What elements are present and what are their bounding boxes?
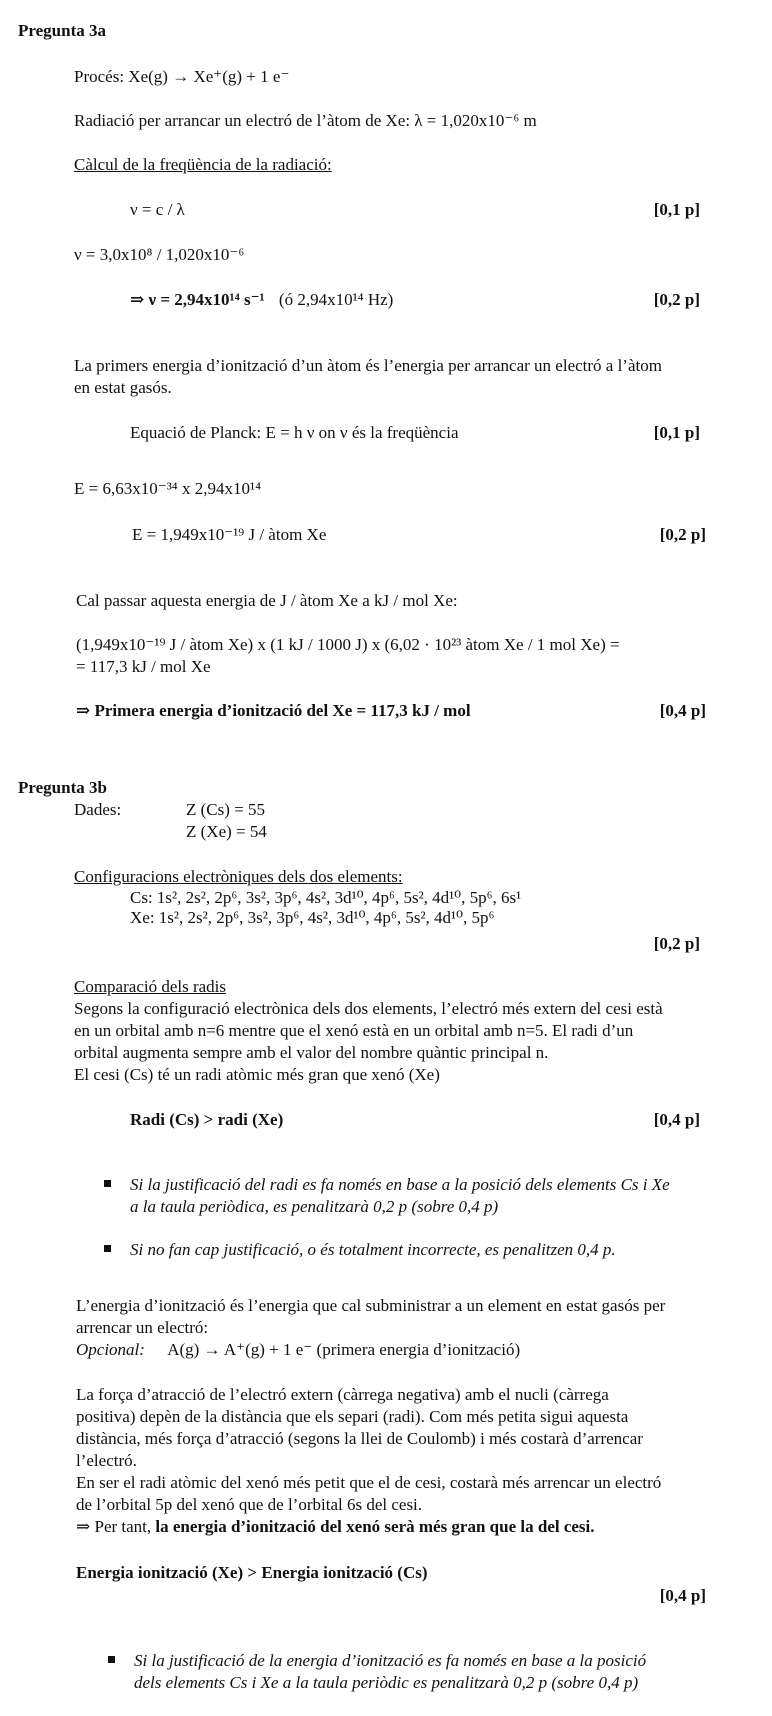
bullet-icon [104, 1245, 111, 1252]
data-label: Dades: [74, 800, 122, 819]
attraction-force-line: l’electró. [76, 1451, 137, 1470]
radiation-statement: Radiació per arrancar un electró de l’àtom de Xe: λ = 1,020x10⁻⁶ m [74, 111, 537, 130]
first-ionization-result: ⇒ Primera energia d’ionització del Xe = 117,3 kJ / mol [76, 701, 471, 720]
ionization-energy-line: arrencar un electró: [76, 1318, 209, 1337]
score-label: [0,1 p] [653, 200, 700, 219]
score-label: [0,2 p] [653, 934, 700, 953]
question-3b-title: Pregunta 3b [18, 778, 107, 797]
frequency-heading: Càlcul de la freqüència de la radiació: [74, 155, 332, 174]
score-label: [0,4 p] [659, 1586, 706, 1605]
energy-calculation: E = 6,63x10⁻³⁴ x 2,94x10¹⁴ [74, 479, 261, 498]
configuration-xe: Xe: 1s², 2s², 2p⁶, 3s², 3p⁶, 4s², 3d¹⁰, 4p⁶, 5s², 4d¹⁰, 5p⁶ [130, 908, 495, 927]
attraction-force-line: La força d’atracció de l’electró extern (càrrega negativa) amb el nucli (càrrega [76, 1385, 609, 1404]
penalty-note-line: Si no fan cap justificació, o és totalment incorrecte, es penalitzen 0,4 p. [130, 1240, 616, 1259]
attraction-force-line: distància, més força d’atracció (segons la llei de Coulomb) i més costarà d’arrencar [76, 1429, 643, 1448]
conversion-line: = 117,3 kJ / mol Xe [76, 657, 211, 676]
score-label: [0,4 p] [653, 1110, 700, 1129]
question-3a-title: Pregunta 3a [18, 21, 106, 40]
attraction-force-line: positiva) depèn de la distància que els separi (radi). Com més petita sigui aquesta [76, 1407, 629, 1426]
ionization-energy-line: L’energia d’ionització és l’energia que cal subministrar a un element en estat gasós per [76, 1296, 666, 1315]
penalty-note-line: Si la justificació de la energia d’ionització es fa només en base a la posició [134, 1651, 647, 1670]
configurations-heading: Configuracions electròniques dels dos elements: [74, 867, 403, 886]
ionization-conclusion: Energia ionització (Xe) > Energia ionització (Cs) [76, 1563, 428, 1582]
frequency-result [130, 289, 393, 310]
radius-conclusion: Radi (Cs) > radi (Xe) [130, 1110, 284, 1129]
frequency-result-value: ⇒ ν = 2,94x10¹⁴ s⁻¹ [130, 290, 265, 309]
penalty-note-line: Si la justificació del radi es fa només en base a la posició dels elements Cs i Xe [130, 1175, 670, 1194]
optional-equation-text: A(g) → A⁺(g) + 1 e⁻ (primera energia d’ionització) [167, 1340, 521, 1359]
score-label: [0,4 p] [659, 701, 706, 720]
frequency-calculation: ν = 3,0x10⁸ / 1,020x10⁻⁶ [74, 245, 245, 264]
radius-comparison-line: El cesi (Cs) té un radi atòmic més gran que xenó (Xe) [74, 1065, 440, 1084]
frequency-result-hz: (ó 2,94x10¹⁴ Hz) [278, 290, 394, 309]
ionization-definition-line: La primers energia d’ionització d’un àtom és l’energia per arrancar un electró a l’àtom [74, 356, 662, 375]
score-label: [0,2 p] [653, 290, 700, 309]
therefore-statement [76, 1516, 595, 1537]
therefore-prefix: ⇒ Per tant, [76, 1517, 156, 1536]
bullet-icon [104, 1180, 111, 1187]
optional-label: Opcional: [76, 1340, 145, 1359]
score-label: [0,1 p] [653, 423, 700, 442]
ionization-definition-line: en estat gasós. [74, 378, 172, 397]
radius-comparison-heading: Comparació dels radis [74, 977, 227, 996]
radius-argument-line: En ser el radi atòmic del xenó més petit que el de cesi, costarà més arrencar un electró [76, 1473, 662, 1492]
penalty-note-line: dels elements Cs i Xe a la taula periòdic es penalitzarà 0,2 p (sobre 0,4 p) [134, 1673, 639, 1692]
conversion-intro: Cal passar aquesta energia de J / àtom Xe a kJ / mol Xe: [76, 591, 458, 610]
bullet-icon [108, 1656, 115, 1663]
radius-comparison-line: en un orbital amb n=6 mentre que el xenó està en un orbital amb n=5. El radi d’un [74, 1021, 634, 1040]
atomic-number-xe: Z (Xe) = 54 [186, 822, 267, 841]
penalty-note-line: a la taula periòdica, es penalitzarà 0,2 p (sobre 0,4 p) [130, 1197, 499, 1216]
energy-result: E = 1,949x10⁻¹⁹ J / àtom Xe [132, 525, 327, 544]
atomic-number-cs: Z (Cs) = 55 [186, 800, 265, 819]
planck-equation: Equació de Planck: E = h ν on ν és la freqüència [130, 423, 459, 442]
configuration-cs: Cs: 1s², 2s², 2p⁶, 3s², 3p⁶, 4s², 3d¹⁰, 4p⁶, 5s², 4d¹⁰, 5p⁶, 6s¹ [130, 888, 522, 907]
optional-equation [76, 1339, 520, 1360]
therefore-conclusion: la energia d’ionització del xenó serà més gran que la del cesi. [155, 1517, 595, 1536]
score-label: [0,2 p] [659, 525, 706, 544]
radius-comparison-line: Segons la configuració electrònica dels dos elements, l’electró més extern del cesi està [74, 999, 663, 1018]
conversion-line: (1,949x10⁻¹⁹ J / àtom Xe) x (1 kJ / 1000 J) x (6,02 · 10²³ àtom Xe / 1 mol Xe) = [76, 635, 620, 654]
radius-argument-line: de l’orbital 5p del xenó que de l’orbital 6s del cesi. [76, 1495, 423, 1514]
radius-comparison-line: orbital augmenta sempre amb el valor del nombre quàntic principal n. [74, 1043, 549, 1062]
frequency-formula: ν = c / λ [130, 200, 185, 219]
process-equation: Procés: Xe(g) → Xe⁺(g) + 1 e⁻ [74, 67, 290, 86]
